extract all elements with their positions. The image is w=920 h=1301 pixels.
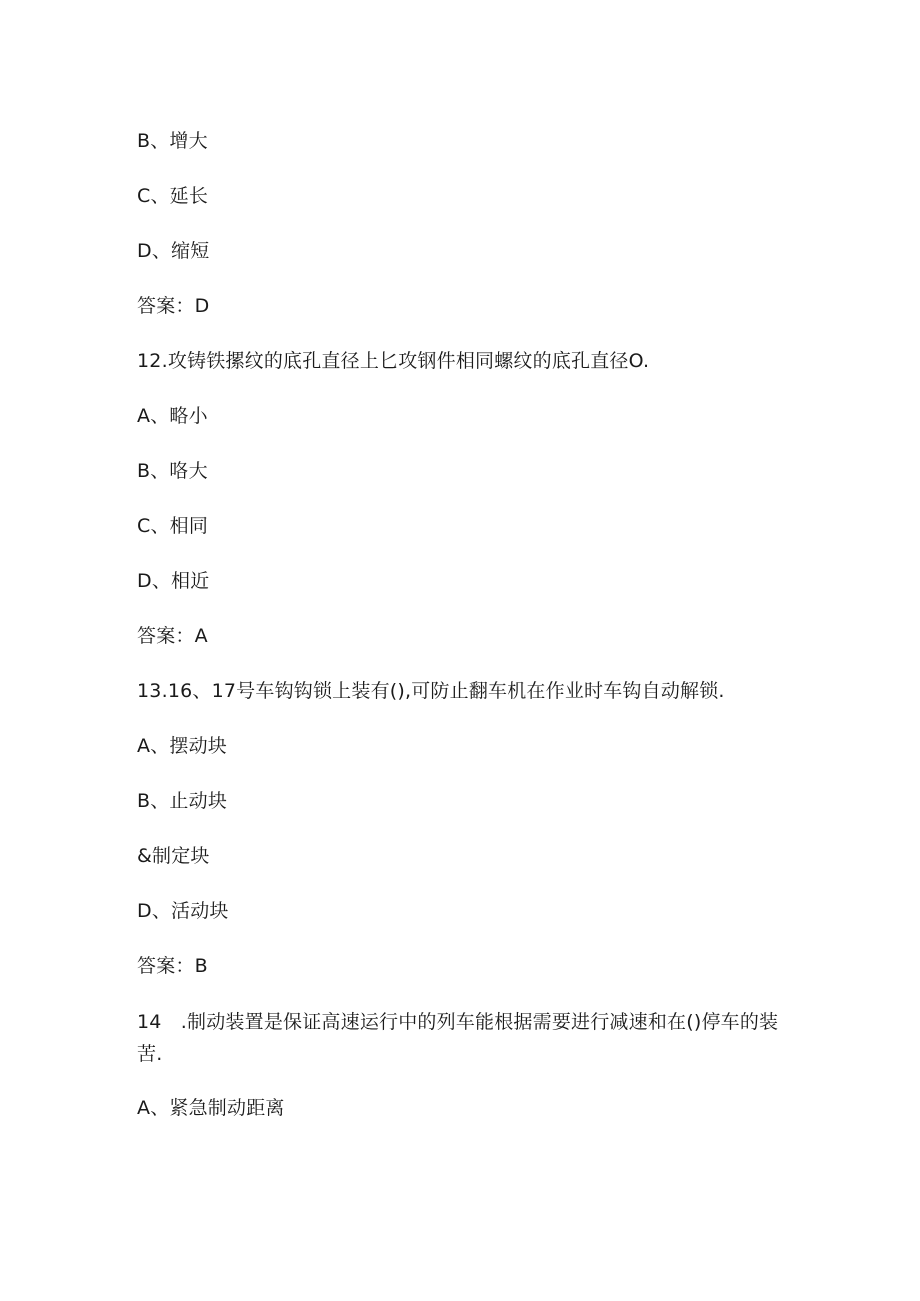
question-13: 13.16、17号车钩钩锁上装有(),可防止翻车机在作业时车钩自动解锁.: [137, 680, 725, 702]
question-12-option-b: B、咯大: [137, 460, 208, 482]
option-c-yanchang: C、延长: [137, 185, 209, 207]
answer-12: 答案：A: [137, 625, 208, 647]
question-14-option-a: A、紧急制动距离: [137, 1097, 285, 1119]
question-12-option-d: D、相近: [137, 570, 210, 592]
question-13-option-b: B、止动块: [137, 790, 228, 812]
question-12-option-a: A、略小: [137, 405, 208, 427]
answer-11: 答案：D: [137, 295, 210, 317]
answer-13: 答案：B: [137, 955, 208, 977]
question-13-option-a: A、摆动块: [137, 735, 227, 757]
question-12-option-c: C、相同: [137, 515, 209, 537]
question-14-line-2: 苦.: [137, 1043, 163, 1065]
question-13-option-d: D、活动块: [137, 900, 229, 922]
option-b-zengda: B、增大: [137, 130, 208, 152]
question-13-option-c: &制定块: [137, 845, 210, 867]
question-14-line-1: 14 .制动装置是保证高速运行中的列车能根据需要进行减速和在()停车的装: [137, 1011, 779, 1033]
option-d-suoduan: D、缩短: [137, 240, 210, 262]
question-12: 12.攻铸铁摞纹的底孔直径上匕攻钢件相同螺纹的底孔直径O.: [137, 350, 650, 372]
